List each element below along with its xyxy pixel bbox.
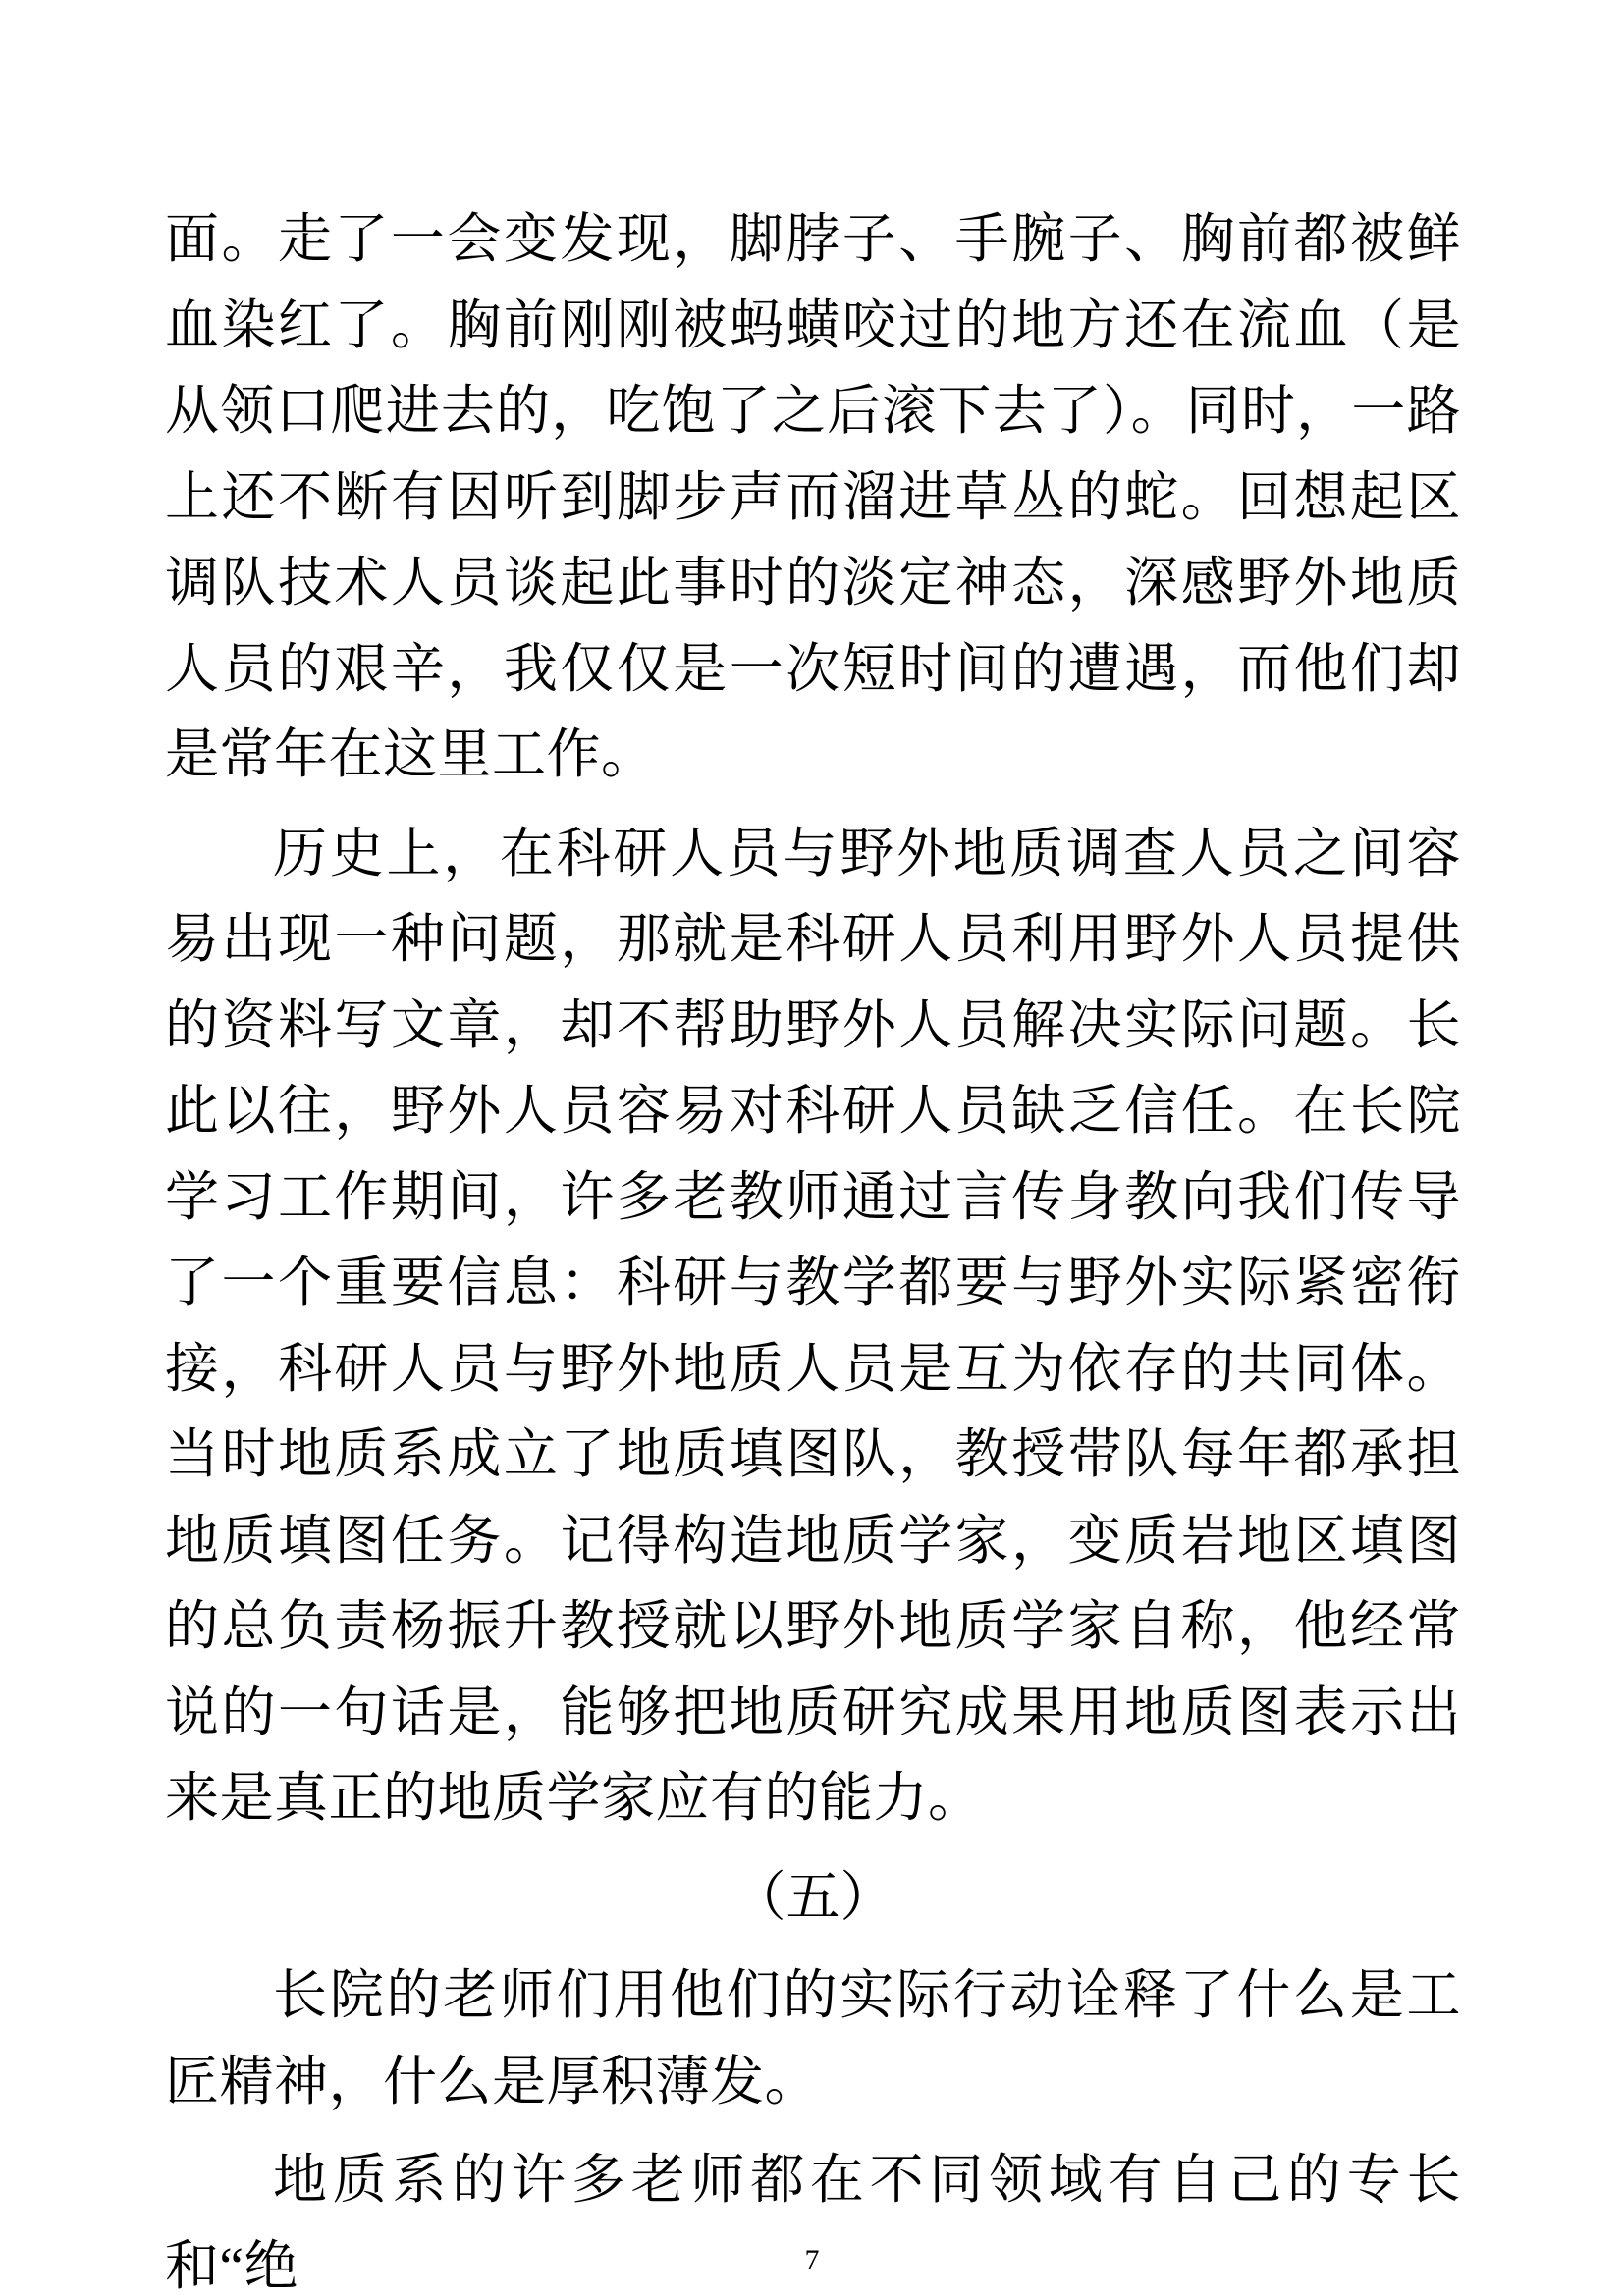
document-body (165, 196, 1461, 2296)
section-heading: （五） (731, 1866, 894, 1927)
paragraph-continuation: 面。走了一会变发现，脚脖子、手腕子、胸前都被鲜血染红了。胸前刚刚被蚂蟥咬过的地方还在流血（是从领口爬进去的，吃饱了之后滚下去了）。同时，一路上还不断有因听到脚步声而溜进草丛的蛇。回想起区调队技术人员谈起此事时的淡定神态，深感野外地质人员的艰辛，我仅仅是一次短时间的遭遇，而他们却是常年在这里工作。 (165, 209, 1461, 784)
paragraph-history: 历史上，在科研人员与野外地质调查人员之间容易出现一种问题，那就是科研人员利用野外人员提供的资料写文章，却不帮助野外人员解决实际问题。长此以往，野外人员容易对科研人员缺乏信任。在长院学习工作期间，许多老教师通过言传身教向我们传导了一个重要信息：科研与教学都要与野外实际紧密衔接，科研人员与野外地质人员是互为依存的共同体。当时地质系成立了地质填图队，教授带队每年都承担地质填图任务。记得构造地质学家，变质岩地区填图的总负责杨振升教授就以野外地质学家自称，他经常说的一句话是，能够把地质研究成果用地质图表示出来是真正的地质学家应有的能力。 (165, 823, 1461, 1828)
page-number: 7 (804, 2244, 820, 2276)
paragraph-teachers-specialty: 地质系的许多老师都在不同领域有自己的专长和“绝 (165, 2150, 1461, 2296)
page-footer (0, 2243, 1624, 2278)
paragraph-craftsman-spirit: 长院的老师们用他们的实际行动诠释了什么是工匠精神，什么是厚积薄发。 (165, 1965, 1461, 2111)
